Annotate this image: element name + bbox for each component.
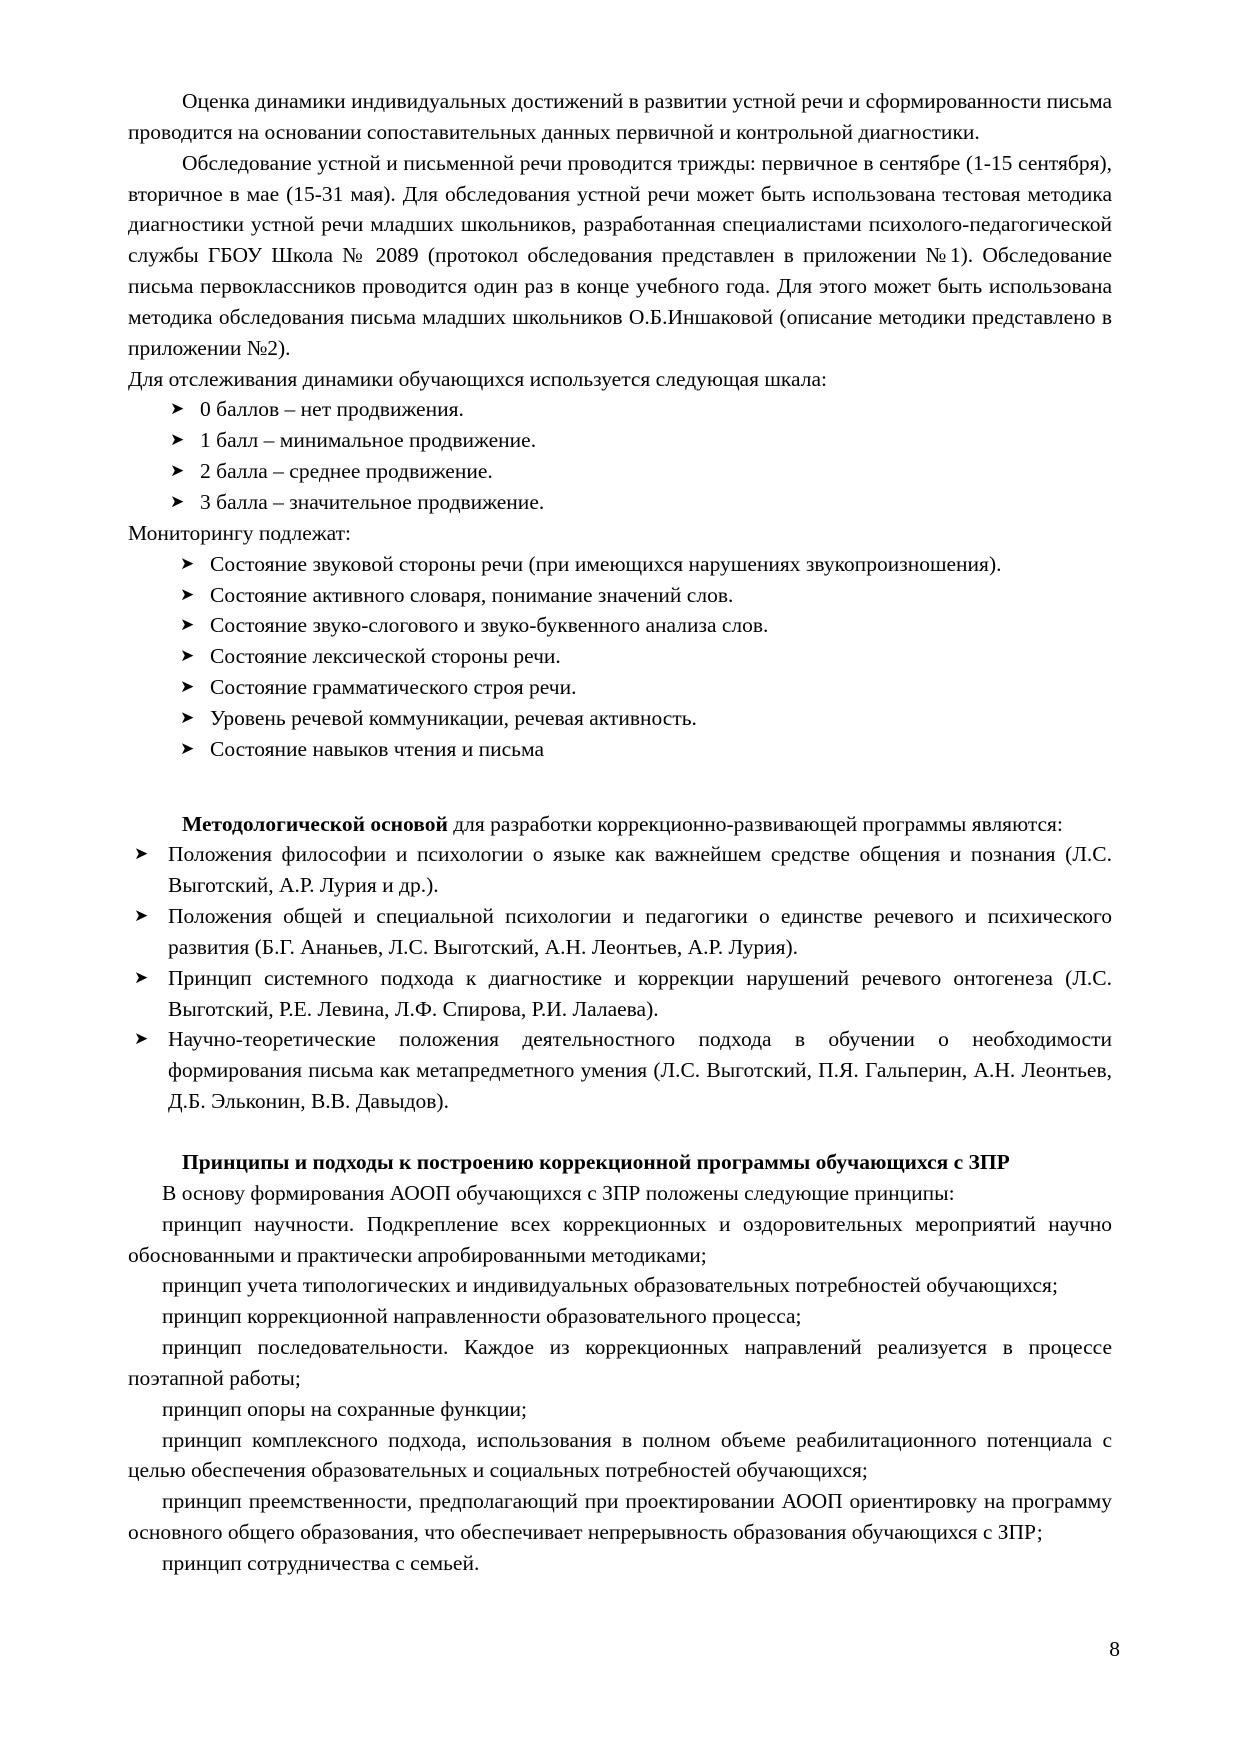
list-item bbox=[128, 425, 1112, 456]
paragraph-principle-preserved-functions: принцип опоры на сохранные функции; bbox=[162, 1396, 527, 1421]
arrow-bullet-icon: ➤ bbox=[134, 1029, 149, 1050]
methodological-list bbox=[128, 839, 1112, 1117]
page-number: 8 bbox=[1109, 1637, 1120, 1661]
list-item-label: 0 баллов – нет продвижения. bbox=[200, 397, 464, 422]
document-body bbox=[128, 86, 1112, 1579]
list-item bbox=[128, 963, 1112, 1025]
arrow-bullet-icon: ➤ bbox=[180, 584, 195, 605]
list-item-label: 3 балла – значительное продвижение. bbox=[200, 489, 545, 514]
paragraph-monitoring-intro: Мониторингу подлежат: bbox=[128, 520, 351, 545]
list-item bbox=[128, 641, 1112, 672]
list-item-label: Положения философии и психологии о языке как важнейшем средстве общения и познания (Л.С. Выготский, А.Р. Лурия и др.). bbox=[168, 842, 1112, 898]
paragraph-scale-intro: Для отслеживания динамики обучающихся используется следующая шкала: bbox=[128, 366, 827, 391]
list-item bbox=[128, 394, 1112, 425]
methodological-basis-lead: Методологической основой bbox=[182, 811, 448, 836]
arrow-bullet-icon: ➤ bbox=[170, 461, 185, 482]
list-item-label: Принцип системного подхода к диагностике и коррекции нарушений речевого онтогенеза (Л.С. Выготский, Р.Е. Левина, Л.Ф. Спирова, Р.И. Лалаева). bbox=[168, 965, 1112, 1021]
list-item-label: Научно-теоретические положения деятельностного подхода в обучении о необходимости формирования письма как метапредметного умения (Л.С. Выготский, П.Я. Гальперин, А.Н. Леонтьев, Д.Б. Эльконин, В.В. Давыдов). bbox=[168, 1027, 1112, 1114]
arrow-bullet-icon: ➤ bbox=[134, 967, 149, 988]
paragraph-principle-typological: принцип учета типологических и индивидуальных образовательных потребностей обучающихся; bbox=[162, 1273, 1058, 1298]
arrow-bullet-icon: ➤ bbox=[180, 738, 195, 759]
paragraph-principle-sequence: принцип последовательности. Каждое из коррекционных направлений реализуется в процессе поэтапной работы; bbox=[128, 1335, 1112, 1390]
list-item-label: 1 балл – минимальное продвижение. bbox=[200, 428, 537, 453]
list-item bbox=[128, 456, 1112, 487]
arrow-bullet-icon: ➤ bbox=[180, 677, 195, 698]
arrow-bullet-icon: ➤ bbox=[180, 553, 195, 574]
list-item-label: 2 балла – среднее продвижение. bbox=[200, 459, 493, 484]
list-item bbox=[128, 703, 1112, 734]
monitoring-list bbox=[128, 549, 1112, 765]
list-item bbox=[128, 487, 1112, 518]
list-item-label: Состояние грамматического строя речи. bbox=[210, 675, 577, 700]
list-item bbox=[128, 1024, 1112, 1117]
list-item bbox=[128, 672, 1112, 703]
paragraph-principle-continuity: принцип преемственности, предполагающий при проектировании АООП ориентировку на программу основного общего образования, что обеспечивает непрерывность образования обучающихся с ЗПР; bbox=[128, 1489, 1112, 1545]
list-item-label: Состояние активного словаря, понимание значений слов. bbox=[210, 582, 734, 607]
paragraph-principle-scientific: принцип научности. Подкрепление всех коррекционных и оздоровительных мероприятий научно обоснованными и практически апробированными методиками; bbox=[128, 1211, 1112, 1267]
section-heading-principles: Принципы и подходы к построению коррекционной программы обучающихся с ЗПР bbox=[182, 1150, 1010, 1174]
list-item-label: Состояние лексической стороны речи. bbox=[210, 644, 561, 669]
methodological-basis-rest: для разработки коррекционно-развивающей программы являются: bbox=[447, 811, 1063, 836]
list-item bbox=[128, 610, 1112, 641]
section-gap bbox=[128, 1117, 1112, 1147]
list-item-label: Положения общей и специальной психологии и педагогики о единстве речевого и психического развития (Б.Г. Ананьев, Л.С. Выготский, А.Н. Леонтьев, А.Р. Лурия). bbox=[168, 904, 1112, 959]
arrow-bullet-icon: ➤ bbox=[180, 615, 195, 636]
list-item bbox=[128, 549, 1112, 580]
paragraph-principle-correctional-focus: принцип коррекционной направленности образовательного процесса; bbox=[162, 1304, 802, 1329]
paragraph-principle-complex-approach: принцип комплексного подхода, использования в полном объеме реабилитационного потенциала с целью обеспечения образовательных и социальных потребностей обучающихся; bbox=[128, 1427, 1112, 1483]
paragraph-methodological-basis bbox=[128, 809, 1112, 840]
list-item-label: Состояние звуковой стороны речи (при имеющихся нарушениях звукопроизношения). bbox=[210, 551, 1002, 576]
list-item bbox=[128, 901, 1112, 963]
paragraph-speech-examination: Обследование устной и письменной речи проводится трижды: первичное в сентябре (1-15 сентября), вторичное в мае (15-31 мая). Для обследования устной речи может быть использована тестовая методика диагностики устной речи младших школьников, разработанная специалистами психолого-педагогической службы ГБОУ Школа № 2089 (протокол обследования представлен в приложении №1). Обследование письма первоклассников проводится один раз в конце учебного года. Для этого может быть использована методика обследования письма младших школьников О.Б.Иншаковой (описание методики представлено в приложении №2). bbox=[128, 150, 1112, 360]
paragraph-principles-intro: В основу формирования АООП обучающихся с ЗПР положены следующие принципы: bbox=[162, 1180, 955, 1205]
list-item-label: Состояние навыков чтения и письма bbox=[210, 736, 544, 761]
arrow-bullet-icon: ➤ bbox=[180, 646, 195, 667]
arrow-bullet-icon: ➤ bbox=[134, 906, 149, 927]
list-item-label: Состояние звуко-слогового и звуко-буквенного анализа слов. bbox=[210, 613, 769, 638]
list-item bbox=[128, 839, 1112, 901]
scale-list bbox=[128, 394, 1112, 517]
paragraph-assessment-dynamics: Оценка динамики индивидуальных достижений в развитии устной речи и сформированности письма проводится на основании сопоставительных данных первичной и контрольной диагностики. bbox=[128, 89, 1112, 144]
arrow-bullet-icon: ➤ bbox=[170, 399, 185, 420]
arrow-bullet-icon: ➤ bbox=[180, 707, 195, 728]
paragraph-principle-family-cooperation: принцип сотрудничества с семьей. bbox=[162, 1550, 480, 1575]
list-item bbox=[128, 580, 1112, 611]
arrow-bullet-icon: ➤ bbox=[134, 844, 149, 865]
section-gap bbox=[128, 765, 1112, 809]
list-item bbox=[128, 734, 1112, 765]
list-item-label: Уровень речевой коммуникации, речевая активность. bbox=[210, 705, 697, 730]
arrow-bullet-icon: ➤ bbox=[170, 491, 185, 512]
arrow-bullet-icon: ➤ bbox=[170, 430, 185, 451]
